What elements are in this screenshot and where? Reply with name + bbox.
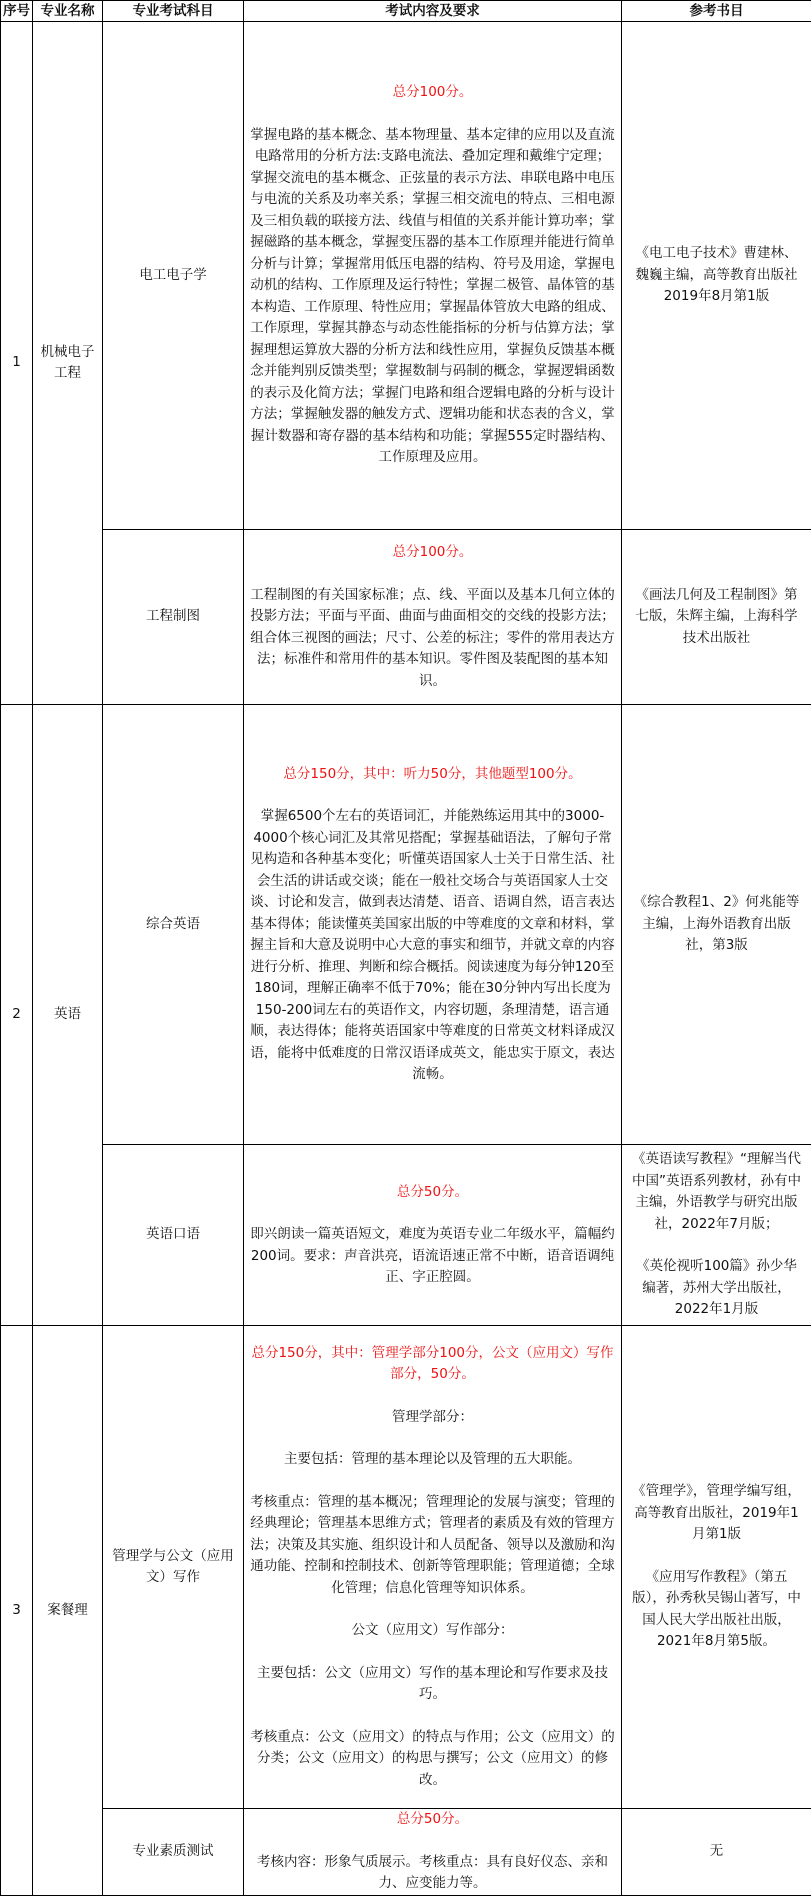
row-number: 2: [1, 705, 33, 1326]
reference-item: 《英语读写教程》“理解当代中国”英语系列教材，孙有中主编，外语教学与研究出版社，2022年7月版；: [630, 1149, 803, 1235]
reference-books: [622, 1145, 811, 1326]
requirement-paragraph: 公文（应用文）写作部分：: [249, 1620, 616, 1642]
total-score: 总分100分。: [249, 82, 616, 104]
reference-item: 《管理学》，管理学编写组，高等教育出版社，2019年1月第1版: [630, 1481, 803, 1546]
reference-books: [622, 705, 811, 1145]
subject-name: 电工电子学: [103, 22, 244, 530]
table-row: [1, 705, 811, 1145]
table-row: [1, 1145, 811, 1326]
total-score: 总分50分。: [249, 1182, 616, 1204]
requirement-paragraph: 考核重点：公文（应用文）的特点与作用；公文（应用文）的分类；公文（应用文）的构思与撰写；公文（应用文）的修改。: [249, 1727, 616, 1792]
reference-item: 《应用写作教程》（第五版），孙秀秋吴锡山著写，中国人民大学出版社出版，2021年8月第5版。: [630, 1567, 803, 1653]
requirement-paragraph: 考核重点：管理的基本概况；管理理论的发展与演变；管理的经典理论；管理基本思维方式；管理者的素质及有效的管理方法；决策及其实施、组织设计和人员配备、领导以及激励和沟通功能、控制和控制技术、创新等管理职能；管理道德；全球化管理；信息化管理等知识体系。: [249, 1492, 616, 1600]
header-content: 考试内容及要求: [244, 1, 622, 22]
reference-books: [622, 530, 811, 705]
reference-item: 《电工电子技术》曹建林、魏巍主编，高等教育出版社2019年8月第1版: [630, 243, 803, 308]
reference-item: 《画法几何及工程制图》第七版，朱辉主编，上海科学技术出版社: [630, 585, 803, 650]
subject-requirements: [244, 1145, 622, 1326]
subject-requirements: [244, 705, 622, 1145]
subject-requirements: [244, 530, 622, 705]
table-row: [1, 530, 811, 705]
total-score: 总分150分，其中：听力50分，其他题型100分。: [249, 764, 616, 786]
subject-name: 综合英语: [103, 705, 244, 1145]
header-major: 专业名称: [33, 1, 103, 22]
total-score: 总分100分。: [249, 542, 616, 564]
reference-books: [622, 1809, 811, 1896]
subject-name: 英语口语: [103, 1145, 244, 1326]
header-row: [1, 1, 811, 22]
total-score: 总分50分。: [249, 1809, 616, 1831]
subject-name: 管理学与公文（应用文）写作: [103, 1326, 244, 1809]
requirement-paragraph: 主要包括：管理的基本理论以及管理的五大职能。: [249, 1449, 616, 1471]
subject-requirements: [244, 22, 622, 530]
subject-name: 工程制图: [103, 530, 244, 705]
reference-item: 无: [630, 1841, 803, 1863]
requirement-paragraph: 工程制图的有关国家标准；点、线、平面以及基本几何立体的投影方法；平面与平面、曲面与曲面相交的交线的投影方法；组合体三视图的画法；尺寸、公差的标注；零件的常用表达方法；标准件和常用件的基本知识。零件图及装配图的基本知识。: [249, 585, 616, 693]
requirement-paragraph: 主要包括：公文（应用文）写作的基本理论和写作要求及技巧。: [249, 1663, 616, 1706]
table-row: [1, 1326, 811, 1809]
subject-requirements: [244, 1326, 622, 1809]
header-no: 序号: [1, 1, 33, 22]
major-name: 英语: [33, 705, 103, 1326]
reference-books: [622, 1326, 811, 1809]
table-row: [1, 1809, 811, 1896]
requirement-paragraph: 掌握6500个左右的英语词汇，并能熟练运用其中的3000-4000个核心词汇及其常见搭配；掌握基础语法，了解句子常见构造和各种基本变化；听懂英语国家人士关于日常生活、社会生活的讲话或交谈；能在一般社交场合与英语国家人士交谈、讨论和发言，做到表达清楚、语音、语调自然，语言表达基本得体；能读懂英美国家出版的中等难度的文章和材料，掌握主旨和大意及说明中心大意的事实和细节，并就文章的内容进行分析、推理、判断和综合概括。阅读速度为每分钟120至180词，理解正确率不低于70%；能在30分钟内写出长度为150-200词左右的英语作文，内容切题，条理清楚，语言通顺，表达得体；能将英语国家中等难度的日常英文材料译成汉语，能将中低难度的日常汉语译成英文，能忠实于原文，表达流畅。: [249, 806, 616, 1086]
subject-requirements: [244, 1809, 622, 1896]
row-number: 1: [1, 22, 33, 705]
table-row: [1, 22, 811, 530]
reference-item: 《英伦视听100篇》孙少华编著，苏州大学出版社，2022年1月版: [630, 1256, 803, 1321]
major-name: 案餐理: [33, 1326, 103, 1896]
requirement-paragraph: 管理学部分：: [249, 1407, 616, 1429]
total-score: 总分150分，其中：管理学部分100分，公文（应用文）写作部分，50分。: [249, 1343, 616, 1386]
reference-item: 《综合教程1、2》何兆能等主编，上海外语教育出版社，第3版: [630, 892, 803, 957]
requirement-paragraph: 即兴朗读一篇英语短文，难度为英语专业二年级水平，篇幅约200词。要求：声音洪亮，语流语速正常不中断，语音语调纯正、字正腔圆。: [249, 1224, 616, 1289]
subject-name: 专业素质测试: [103, 1809, 244, 1896]
header-subject: 专业考试科目: [103, 1, 244, 22]
header-refs: 参考书目: [622, 1, 811, 22]
row-number: 3: [1, 1326, 33, 1896]
requirement-paragraph: 考核内容：形象气质展示。考核重点：具有良好仪态、亲和力、应变能力等。: [249, 1852, 616, 1895]
requirement-paragraph: 掌握电路的基本概念、基本物理量、基本定律的应用以及直流电路常用的分析方法:支路电流法、叠加定理和戴维宁定理；掌握交流电的基本概念、正弦量的表示方法、串联电路中电压与电流的关系及功率关系；掌握三相交流电的特点、三相电源及三相负载的联接方法、线值与相值的关系并能计算功率；掌握磁路的基本概念，掌握变压器的基本工作原理并能进行简单分析与计算；掌握常用低压电器的结构、符号及用途，掌握电动机的结构、工作原理及运行特性；掌握二极管、晶体管的基本构造、工作原理、特性应用；掌握晶体管放大电路的组成、工作原理，掌握其静态与动态性能指标的分析与估算方法；掌握理想运算放大器的分析方法和线性应用，掌握负反馈基本概念并能判别反馈类型；掌握数制与码制的概念，掌握逻辑函数的表示及化简方法；掌握门电路和组合逻辑电路的分析与设计方法；掌握触发器的触发方式、逻辑功能和状态表的含义，掌握计数器和寄存器的基本结构和功能；掌握555定时器结构、工作原理及应用。: [249, 125, 616, 469]
reference-books: [622, 22, 811, 530]
major-name: 机械电子工程: [33, 22, 103, 705]
